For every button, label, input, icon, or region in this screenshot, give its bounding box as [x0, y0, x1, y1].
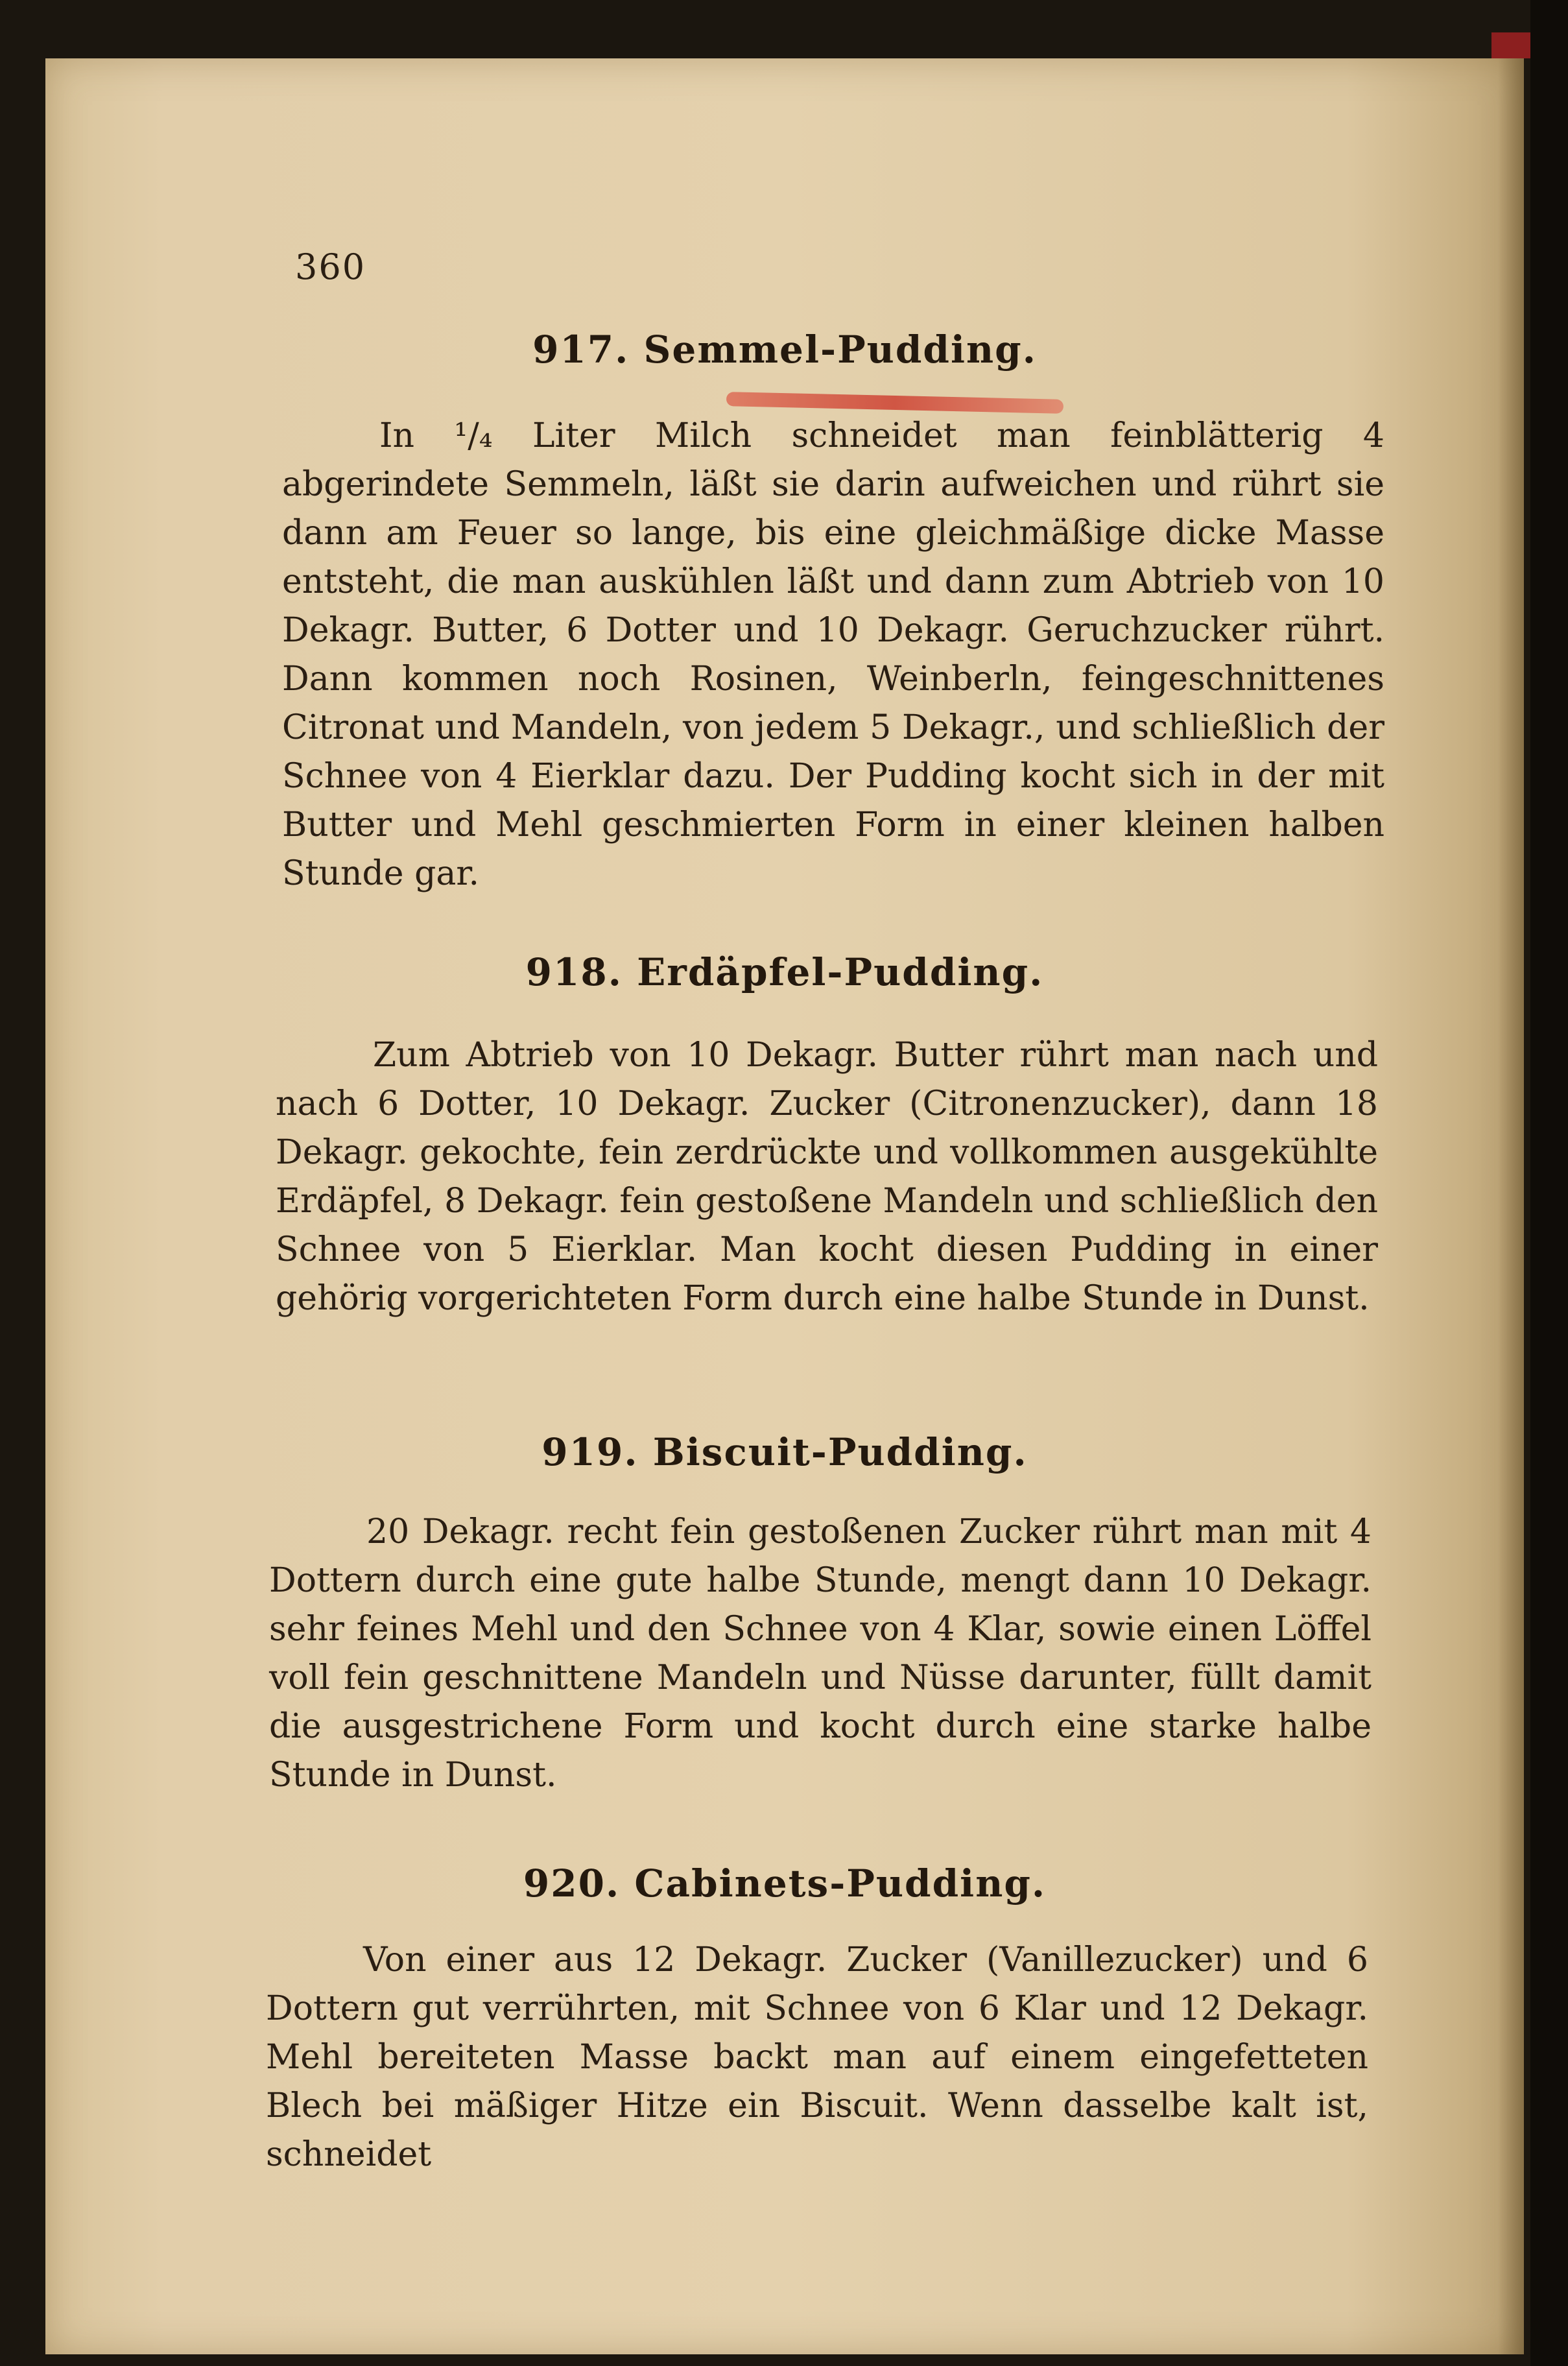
page-shadow-edge [1498, 58, 1524, 2354]
paragraph-918 [276, 1031, 1378, 1323]
page-number: 360 [295, 246, 366, 287]
paragraph-920 [266, 1936, 1368, 2179]
book-page [45, 58, 1524, 2354]
heading-919: 919. Biscuit-Pudding. [541, 1430, 1028, 1474]
paragraph-919 [269, 1508, 1372, 1800]
paragraph-917 [282, 412, 1384, 898]
paragraph-917-text: In ¹/₄ Liter Milch schneidet man feinblätterig 4 abgerindete Semmeln, läßt sie darin aufweichen und rührt sie dann am Feuer so lange, bis eine gleichmäßige dicke Masse entsteht, die man auskühlen läßt und dann zum Abtrieb von 10 Dekagr. Butter, 6 Dotter und 10 Dekagr. Geruchzucker rührt. Dann kommen noch Rosinen, Weinberln, feingeschnittenes Citronat und Mandeln, von jedem 5 Dekagr., und schließlich der Schnee von 4 Eierklar dazu. Der Pudding kocht sich in der mit Butter und Mehl geschmierten Form in einer kleinen halben Stunde gar. [282, 416, 1384, 893]
red-bookmark-ribbon [1491, 32, 1530, 58]
heading-918: 918. Erdäpfel-Pudding. [525, 950, 1044, 994]
heading-917: 917. Semmel-Pudding. [532, 328, 1037, 372]
paragraph-919-text: 20 Dekagr. recht fein gestoßenen Zucker rührt man mit 4 Dottern durch eine gute halbe Stunde, mengt dann 10 Dekagr. sehr feines Mehl und den Schnee von 4 Klar, sowie einen Löffel voll fein geschnittene Mandeln und Nüsse darunter, füllt damit die ausgestrichene Form und kocht durch eine starke halbe Stunde in Dunst. [269, 1512, 1372, 1795]
heading-920: 920. Cabinets-Pudding. [523, 1861, 1047, 1906]
paragraph-920-text: Von einer aus 12 Dekagr. Zucker (Vanillezucker) und 6 Dottern gut verrührten, mit Schnee von 6 Klar und 12 Dekagr. Mehl bereiteten Masse backt man auf einem eingefetteten Blech bei mäßiger Hitze ein Biscuit. Wenn dasselbe kalt ist, schneidet [266, 1941, 1368, 2174]
paragraph-918-text: Zum Abtrieb von 10 Dekagr. Butter rührt man nach und nach 6 Dotter, 10 Dekagr. Zucker (Citronenzucker), dann 18 Dekagr. gekochte, fein zerdrückte und vollkommen ausgekühlte Erdäpfel, 8 Dekagr. fein gestoßene Mandeln und schließlich den Schnee von 5 Eierklar. Man kocht diesen Pudding in einer gehörig vorgerichteten Form durch eine halbe Stunde in Dunst. [276, 1036, 1378, 1318]
dark-right-band [1530, 0, 1568, 2366]
red-pencil-underline [726, 392, 1063, 414]
